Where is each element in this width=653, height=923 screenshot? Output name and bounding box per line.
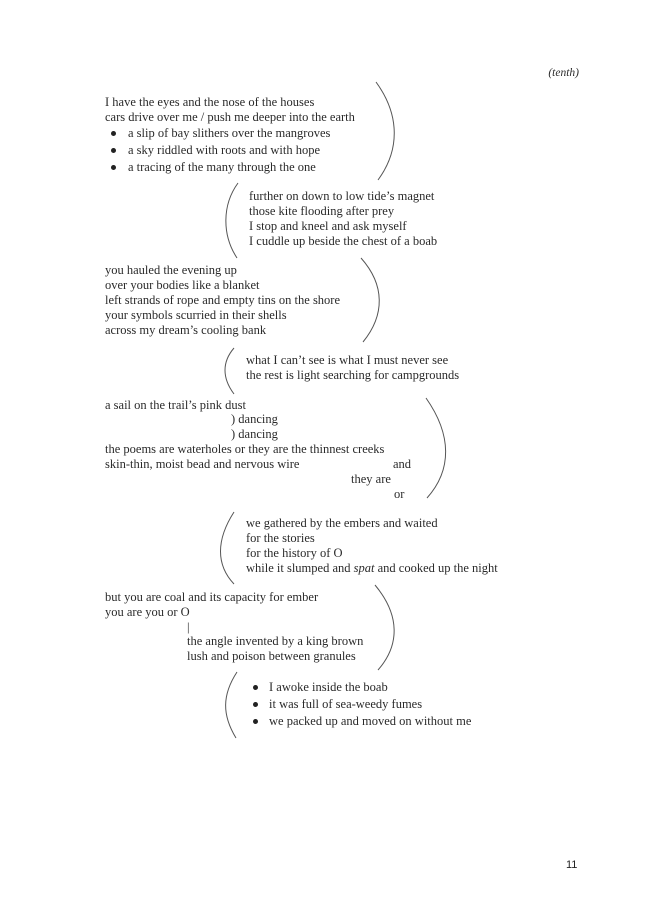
- s5-line-5: skin-thin, moist bead and nervous wire: [105, 457, 300, 471]
- s6-line-4-pre: while it slumped and: [246, 561, 354, 575]
- s8-bullet-1: I awoke inside the boab: [269, 680, 388, 694]
- s5-or: or: [394, 487, 405, 501]
- s2-line-4: I cuddle up beside the chest of a boab: [249, 234, 438, 248]
- s1-line-1: I have the eyes and the nose of the houses: [105, 95, 315, 109]
- bullet-icon: [111, 148, 116, 153]
- s3-line-1: you hauled the evening up: [105, 263, 237, 277]
- curve-4: [225, 348, 234, 394]
- s6-line-2: for the stories: [246, 531, 315, 545]
- s6-line-3: for the history of O: [246, 546, 343, 560]
- s5-and: and: [393, 457, 412, 471]
- curve-1: [376, 82, 394, 180]
- s3-line-5: across my dream’s cooling bank: [105, 323, 267, 337]
- curve-7: [375, 585, 394, 670]
- curve-6: [221, 512, 235, 584]
- s7-line-3: the angle invented by a king brown: [187, 634, 364, 648]
- s5-line-4: the poems are waterholes or they are the thinnest creeks: [105, 442, 385, 456]
- page-number: 11: [566, 859, 578, 871]
- s5-dancing-1: ) dancing: [231, 412, 278, 426]
- s1-bullet-2: a sky riddled with roots and with hope: [128, 143, 320, 157]
- s8-bullet-2: it was full of sea-weedy fumes: [269, 697, 423, 711]
- s2-line-1: further on down to low tide’s magnet: [249, 189, 435, 203]
- bullet-icon: [111, 131, 116, 136]
- page-header: (tenth): [548, 67, 579, 79]
- s7-line-2: you are you or O: [105, 605, 190, 619]
- s7-line-1: but you are coal and its capacity for ember: [105, 590, 319, 604]
- s1-bullet-3: a tracing of the many through the one: [128, 160, 316, 174]
- s3-line-3: left strands of rope and empty tins on the shore: [105, 293, 341, 307]
- s6-line-4: [246, 561, 498, 576]
- s2-line-3: I stop and kneel and ask myself: [249, 219, 407, 233]
- s1-line-2: cars drive over me / push me deeper into the earth: [105, 110, 355, 124]
- s4-line-1: what I can’t see is what I must never see: [246, 353, 449, 367]
- s4-line-2: the rest is light searching for campgrounds: [246, 368, 460, 382]
- curve-2: [226, 183, 238, 258]
- curve-3: [361, 258, 379, 342]
- s7-line-4: lush and poison between granules: [187, 649, 356, 663]
- s3-line-2: over your bodies like a blanket: [105, 278, 260, 292]
- curve-5: [426, 398, 446, 498]
- s7-pipe: |: [187, 620, 190, 634]
- s5-dancing-2: ) dancing: [231, 427, 278, 441]
- bullet-icon: [253, 719, 258, 724]
- s6-line-1: we gathered by the embers and waited: [246, 516, 438, 530]
- s1-bullet-1: a slip of bay slithers over the mangroves: [128, 126, 331, 140]
- s6-line-4-emphasis: spat: [353, 561, 375, 575]
- bullet-icon: [253, 702, 258, 707]
- s5-they-are: they are: [351, 472, 391, 486]
- s6-line-4-post: and cooked up the night: [374, 561, 498, 575]
- s5-line-1: a sail on the trail’s pink dust: [105, 398, 246, 412]
- bullet-icon: [111, 165, 116, 170]
- bullet-icon: [253, 685, 258, 690]
- s8-bullet-3: we packed up and moved on without me: [269, 714, 472, 728]
- s3-line-4: your symbols scurried in their shells: [105, 308, 287, 322]
- s2-line-2: those kite flooding after prey: [249, 204, 395, 218]
- curve-8: [226, 672, 237, 738]
